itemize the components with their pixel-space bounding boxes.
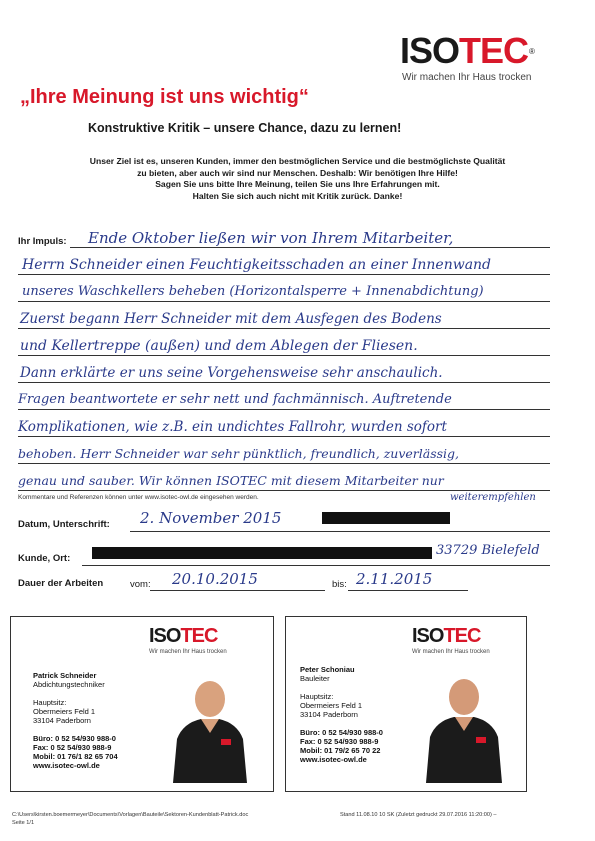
handwriting-line-9: behoben. Herr Schneider war sehr pünktlich, freundlich, zuverlässig, [18, 446, 460, 461]
card1-logo-iso: ISO [149, 625, 181, 647]
card2-logo-iso: ISO [412, 625, 444, 647]
writing-line [18, 382, 550, 383]
handwriting-line-8: Komplikationen, wie z.B. ein undichtes Fallrohr, wurden sofort [18, 419, 447, 435]
card2-mobil: Mobil: 01 79/2 65 70 22 [300, 746, 381, 755]
card2-addr-label: Hauptsitz: [300, 692, 334, 701]
handwriting-line-3: unseres Waschkellers beheben (Horizontalsperre + Innenabdichtung) [22, 284, 484, 299]
datum-line [130, 531, 550, 532]
intro-line-2: zu bieten, aber auch wir sind nur Menschen. Deshalb: Wir benötigen Ihre Hilfe! [137, 167, 458, 178]
kunde-value: 33729 Bielefeld [436, 543, 540, 558]
card1-addr1: Obermeiers Feld 1 [33, 707, 96, 716]
logo-iso: ISO [400, 30, 460, 71]
intro-line-1: Unser Ziel ist es, unseren Kunden, immer den bestmöglichen Service und die bestmöglichste Qualität [89, 156, 506, 166]
card1-fax: Fax: 0 52 54/930 988-9 [33, 743, 112, 752]
bis-line [348, 590, 468, 591]
card2-person-photo [424, 671, 504, 783]
card2-logo-tec: TEC [443, 625, 481, 647]
handwriting-line-10: genau und sauber. Wir können ISOTEC mit diesem Mitarbeiter nur [18, 473, 444, 488]
writing-line [18, 436, 550, 437]
handwriting-line-6: Dann erklärte er uns seine Vorgehensweise sehr anschaulich. [20, 365, 443, 381]
handwriting-extra: weiterempfehlen [450, 492, 536, 503]
writing-line [18, 274, 550, 275]
intro-text [15, 156, 580, 202]
footer-page: Seite 1/1 [12, 820, 35, 826]
datum-label: Datum, Unterschrift: [18, 519, 110, 530]
footer-path: C:\Users\kirsten.boemermeyer\Documents\Vorlagen\Bauteile\Sektoren-Kundenblatt-Patrick.doc [12, 812, 249, 818]
impuls-label: Ihr Impuls: [18, 236, 67, 247]
handwriting-line-7: Fragen beantwortete er sehr nett und fachmännisch. Auftretende [18, 392, 452, 407]
writing-line [18, 490, 550, 491]
card2-info [300, 665, 383, 764]
vom-value: 20.10.2015 [172, 570, 258, 588]
logo-tec: TEC [459, 30, 529, 71]
card1-addr2: 33104 Paderborn [33, 716, 91, 725]
dauer-label: Dauer der Arbeiten [18, 578, 104, 589]
card1-web: www.isotec-owl.de [33, 761, 100, 770]
intro-line-3: Sagen Sie uns bitte Ihre Meinung, teilen Sie uns Ihre Erfahrungen mit. [155, 179, 440, 189]
card1-person-photo [171, 673, 249, 783]
writing-line [18, 463, 550, 464]
footnote: Kommentare und Referenzen können unter www.isotec-owl.de eingesehen werden. [18, 494, 259, 501]
card2-fax: Fax: 0 52 54/930 988-9 [300, 737, 379, 746]
business-card-1 [10, 616, 274, 792]
bis-value: 2.11.2015 [356, 570, 433, 588]
card1-buero: Büro: 0 52 54/930 988-0 [33, 734, 116, 743]
writing-line [70, 247, 550, 248]
card2-addr1: Obermeiers Feld 1 [300, 701, 363, 710]
writing-line [18, 355, 550, 356]
handwriting-line-2: Herrn Schneider einen Feuchtigkeitsschaden an einer Innenwand [22, 257, 492, 273]
vom-line [150, 590, 325, 591]
logo-tagline: Wir machen Ihr Haus trocken [402, 72, 532, 83]
handwriting-line-5: und Kellertreppe (außen) und dem Ablegen der Fliesen. [20, 338, 418, 354]
business-card-2 [285, 616, 527, 792]
card1-name: Patrick Schneider [33, 671, 97, 680]
card1-logo-tec: TEC [180, 625, 218, 647]
vom-label: vom: [130, 579, 151, 590]
card1-addr-label: Hauptsitz: [33, 698, 67, 707]
card2-web: www.isotec-owl.de [300, 755, 367, 764]
handwriting-line-4: Zuerst begann Herr Schneider mit dem Ausfegen des Bodens [20, 311, 442, 327]
footer-stand: Stand 11.08.10 10 SK (Zuletzt gedruckt 29.07.2016 11:20:00) – [340, 812, 497, 818]
page-title: „Ihre Meinung ist uns wichtig“ [20, 86, 309, 108]
card1-role: Abdichtungstechniker [33, 680, 105, 689]
bis-label: bis: [332, 579, 347, 590]
card1-mobil: Mobil: 01 76/1 82 65 704 [33, 752, 118, 761]
card1-tagline: Wir machen Ihr Haus trocken [149, 649, 227, 655]
datum-value: 2. November 2015 [140, 509, 282, 527]
card1-info [33, 671, 118, 770]
card2-name: Peter Schoniau [300, 665, 355, 674]
card2-tagline: Wir machen Ihr Haus trocken [412, 649, 490, 655]
card1-logo [149, 625, 217, 648]
kunde-label: Kunde, Ort: [18, 553, 71, 564]
intro-line-4: Halten Sie sich auch nicht mit Kritik zurück. Danke! [192, 190, 403, 201]
card2-buero: Büro: 0 52 54/930 988-0 [300, 728, 383, 737]
writing-line [18, 301, 550, 302]
signature-redaction [322, 512, 450, 524]
isotec-logo [400, 30, 535, 72]
page-subtitle: Konstruktive Kritik – unsere Chance, dazu zu lernen! [88, 121, 402, 135]
handwriting-line-1: Ende Oktober ließen wir von Ihrem Mitarbeiter, [88, 229, 454, 247]
card2-addr2: 33104 Paderborn [300, 710, 358, 719]
card2-logo [412, 625, 480, 648]
writing-line [18, 328, 550, 329]
writing-line [18, 409, 550, 410]
kunde-line [82, 565, 550, 566]
registered-mark: ® [529, 46, 535, 56]
customer-redaction [92, 547, 432, 559]
card2-role: Bauleiter [300, 674, 330, 683]
